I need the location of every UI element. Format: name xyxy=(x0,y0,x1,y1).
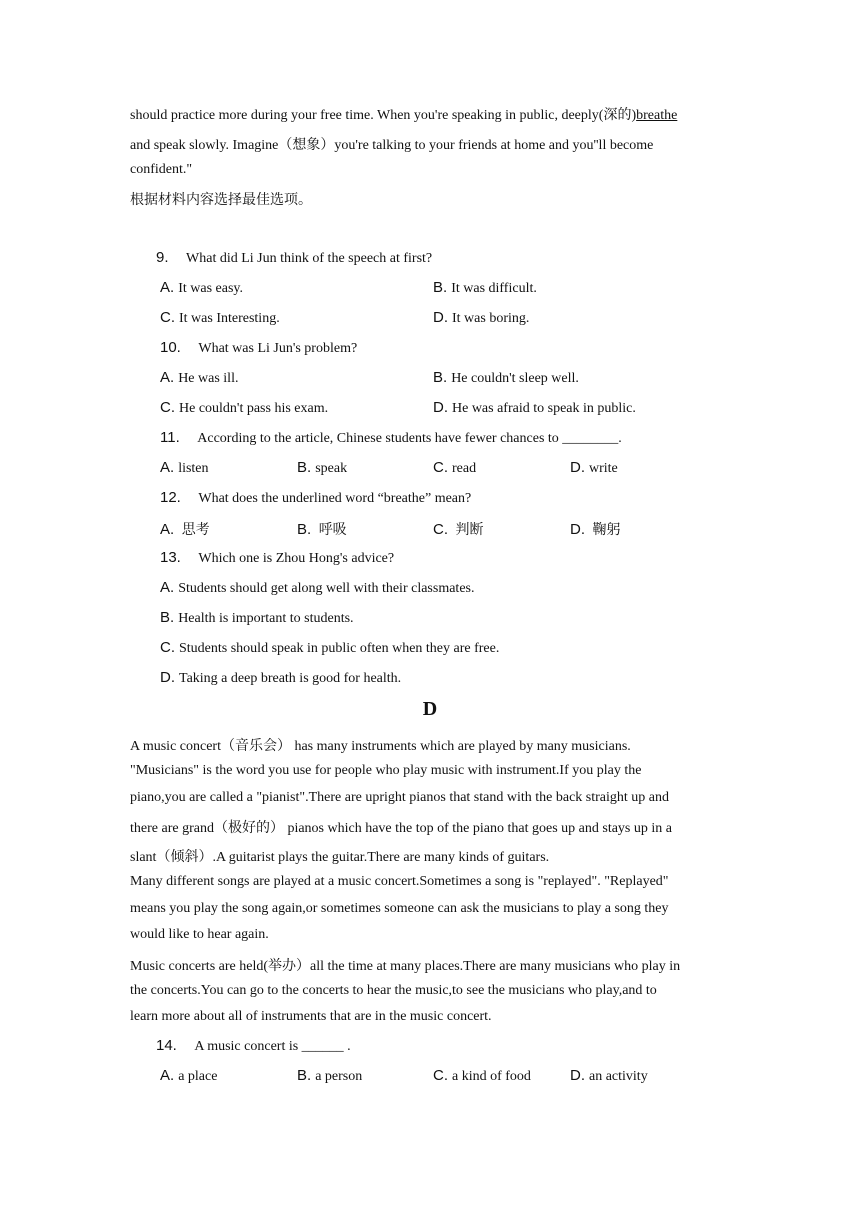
question-text: Which one is Zhou Hong's advice? xyxy=(198,551,395,566)
question-text: What did Li Jun think of the speech at first? xyxy=(186,251,433,266)
option-label: D. xyxy=(570,521,585,538)
option-text: a place xyxy=(178,1069,218,1084)
option[interactable] xyxy=(297,1067,362,1085)
option-label: A. xyxy=(160,579,175,596)
instruction: 根据材料内容选择最佳选项。 xyxy=(130,193,312,208)
option-label: D. xyxy=(433,399,448,416)
passage-line: Many different songs are played at a music concert.Sometimes a song is "replayed". "Replayed" xyxy=(130,874,669,889)
option[interactable] xyxy=(160,309,280,327)
option-text: 呼吸 xyxy=(318,523,347,538)
option[interactable] xyxy=(160,369,238,387)
passage-line: there are grand（极好的） pianos which have the top of the piano that goes up and stays up in a xyxy=(130,821,672,836)
option-label: C. xyxy=(160,639,175,656)
option-label: A. xyxy=(160,521,175,538)
question-12 xyxy=(160,489,471,507)
option[interactable] xyxy=(570,1067,648,1085)
question-number: 14. xyxy=(156,1037,177,1054)
option-label: B. xyxy=(433,369,448,386)
option-label: A. xyxy=(160,369,175,386)
passage-line xyxy=(130,134,653,154)
option-label: A. xyxy=(160,459,175,476)
option-text: He was afraid to speak in public. xyxy=(452,401,636,416)
option-text: It was boring. xyxy=(452,311,530,326)
option[interactable] xyxy=(160,579,474,597)
passage-line: learn more about all of instruments that are in the music concert. xyxy=(130,1009,492,1024)
option-label: D. xyxy=(433,309,448,326)
option-text: He couldn't pass his exam. xyxy=(179,401,329,416)
option-label: D. xyxy=(570,459,585,476)
option-label: C. xyxy=(433,521,448,538)
option[interactable] xyxy=(160,279,243,297)
passage-line: confident." xyxy=(130,162,193,177)
question-11 xyxy=(160,429,622,447)
passage-text: and speak slowly. Imagine（想象）you're talking to your friends at home and you''ll become xyxy=(130,138,654,153)
option-text: It was difficult. xyxy=(451,281,537,296)
passage-line: slant（倾斜）.A guitarist plays the guitar.There are many kinds of guitars. xyxy=(130,850,550,865)
question-text: What does the underlined word “breathe” mean? xyxy=(198,491,472,506)
option[interactable] xyxy=(433,1067,531,1085)
option-text: Taking a deep breath is good for health. xyxy=(179,671,402,686)
option-label: C. xyxy=(160,399,175,416)
question-9 xyxy=(156,249,432,267)
passage-line: "Musicians" is the word you use for people who play music with instrument.If you play the xyxy=(130,763,642,778)
option[interactable] xyxy=(433,279,537,297)
option-text: an activity xyxy=(589,1069,648,1084)
option-label: B. xyxy=(160,609,175,626)
question-text: According to the article, Chinese students have fewer chances to ________. xyxy=(197,431,622,446)
option[interactable] xyxy=(433,369,579,387)
option-label: D. xyxy=(160,669,175,686)
passage-line: A music concert（音乐会） has many instruments which are played by many musicians. xyxy=(130,739,631,754)
option-text: Students should speak in public often when they are free. xyxy=(179,641,500,656)
option[interactable] xyxy=(433,399,636,417)
question-13 xyxy=(160,549,394,567)
option-label: C. xyxy=(160,309,175,326)
option[interactable] xyxy=(433,459,476,477)
option-text: He was ill. xyxy=(178,371,239,386)
question-number: 9. xyxy=(156,249,169,266)
option[interactable] xyxy=(570,519,621,539)
option[interactable] xyxy=(160,609,354,627)
option-label: B. xyxy=(297,1067,312,1084)
option-text: a person xyxy=(315,1069,363,1084)
option[interactable] xyxy=(160,639,499,657)
option-text: a kind of food xyxy=(452,1069,531,1084)
option-text: Health is important to students. xyxy=(178,611,354,626)
option-label: D. xyxy=(570,1067,585,1084)
option-label: B. xyxy=(297,521,312,538)
option-text: 思考 xyxy=(181,523,210,538)
option-text: read xyxy=(452,461,477,476)
option-text: speak xyxy=(315,461,348,476)
option[interactable] xyxy=(160,1067,217,1085)
option-text: He couldn't sleep well. xyxy=(451,371,579,386)
option[interactable] xyxy=(433,309,529,327)
question-14 xyxy=(156,1037,351,1055)
option-text: 鞠躬 xyxy=(592,523,621,538)
question-text: What was Li Jun's problem? xyxy=(198,341,358,356)
passage-line: the concerts.You can go to the concerts to hear the music,to see the musicians who play,and to xyxy=(130,983,657,998)
passage-text: should practice more during your free time. When you're speaking in public, deeply(深的) xyxy=(130,108,637,123)
option[interactable] xyxy=(570,459,618,477)
question-number: 13. xyxy=(160,549,181,566)
option-label: A. xyxy=(160,1067,175,1084)
option[interactable] xyxy=(297,459,347,477)
passage-line: Music concerts are held(举办）all the time at many places.There are many musicians who play in xyxy=(130,959,681,974)
option-text: write xyxy=(589,461,618,476)
option-label: C. xyxy=(433,1067,448,1084)
option[interactable] xyxy=(160,459,209,477)
question-number: 11. xyxy=(160,429,180,446)
option[interactable] xyxy=(160,519,210,539)
option-label: C. xyxy=(433,459,448,476)
option-text: It was Interesting. xyxy=(179,311,280,326)
option-text: It was easy. xyxy=(178,281,243,296)
question-number: 12. xyxy=(160,489,181,506)
option-text: Students should get along well with their classmates. xyxy=(178,581,475,596)
passage-line: means you play the song again,or sometimes someone can ask the musicians to play a song they xyxy=(130,901,669,916)
question-text: A music concert is ______ . xyxy=(194,1039,351,1054)
section-heading: D xyxy=(422,698,438,720)
option[interactable] xyxy=(433,519,484,539)
passage-line: would like to hear again. xyxy=(130,927,269,942)
question-number: 10. xyxy=(160,339,181,356)
passage-line: piano,you are called a "pianist".There are upright pianos that stand with the back straight up and xyxy=(130,790,669,805)
passage-line xyxy=(130,104,677,124)
option-text: listen xyxy=(178,461,209,476)
question-10 xyxy=(160,339,357,357)
option[interactable] xyxy=(160,399,328,417)
option-label: B. xyxy=(433,279,448,296)
option-label: B. xyxy=(297,459,312,476)
option-label: A. xyxy=(160,279,175,296)
underlined-word: breathe xyxy=(636,108,678,123)
option-text: 判断 xyxy=(455,523,484,538)
option[interactable] xyxy=(160,669,401,687)
option[interactable] xyxy=(297,519,347,539)
